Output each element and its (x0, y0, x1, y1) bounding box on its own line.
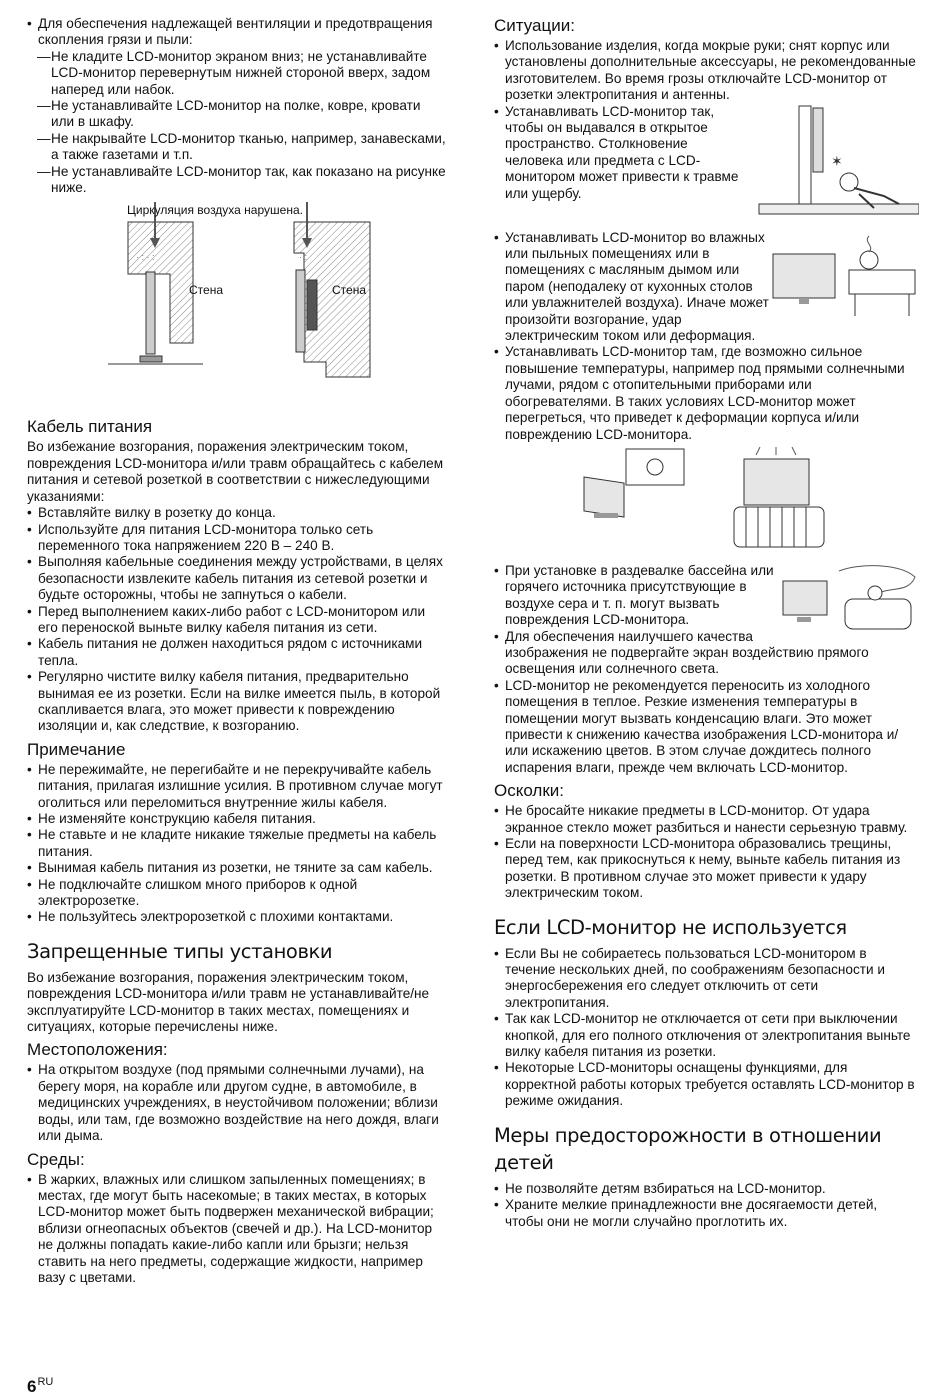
list-item-text: Устанавливать LCD-монитор так, чтобы он выдавался в открытое пространство. Столкновение человека или предмета с LCD-монитором может привести к травме или ущербу. (505, 103, 739, 201)
fragments-list (494, 803, 919, 901)
children-list (494, 1181, 919, 1230)
list-item: — Не кладите LCD-монитор экраном вниз; не устанавливайте LCD-монитор перевернутым нижней стороной вверх, задом наперед или набок. (27, 49, 447, 98)
list-item: • Не позволяйте детям взбираться на LCD-монитор. (494, 1181, 919, 1197)
locations-heading: Местоположения: (27, 1040, 168, 1060)
list-item: • Вставляйте вилку в розетку до конца. (27, 505, 447, 521)
list-item: • Так как LCD-монитор не отключается от сети при выключении кнопкой, для его полного отключения от электропитания выньте вилку кабеля питания из розетки. (494, 1011, 919, 1060)
list-item: • В жарких, влажных или слишком запыленных помещениях; в местах, где могут быть насекомые; в таких местах, в которых LCD-монитор может быть подвержен механической вибрации; вблизи огнеопасных объектов (свечей и др.). На LCD-монитор не должны попадать какие-либо капли или брызги; нельзя ставить на него предметы, содержащие жидкости, например вазу с цветами. (27, 1172, 447, 1287)
list-item: • Не пользуйтесь электророзеткой с плохими контактами. (27, 909, 447, 925)
ventilation-sublist (27, 49, 447, 197)
list-item (494, 104, 919, 224)
list-item: • Не подключайте слишком много приборов к одной электророзетке. (27, 877, 447, 910)
list-item (494, 230, 919, 345)
list-item: • Используйте для питания LCD-монитора только сеть переменного тока напряжением 220 В – 240 В. (27, 522, 447, 555)
environments-heading: Среды: (27, 1149, 85, 1169)
list-item: — Не накрывайте LCD-монитор тканью, например, занавесками, а также газетами и т.п. (27, 131, 447, 164)
power-cable-heading: Кабель питания (27, 417, 153, 437)
unused-heading: Если LCD-монитор не используется (494, 915, 847, 939)
wall-label: Стена (332, 283, 367, 298)
wall-mount-illustration (27, 200, 447, 412)
list-item: — Не устанавливайте LCD-монитор на полке, ковре, кровати или в шкафу. (27, 98, 447, 131)
situations-heading: Ситуации: (494, 16, 575, 35)
svg-text:· :: · : (299, 252, 307, 263)
list-item: • Не ставьте и не кладите никакие тяжелые предметы на кабель питания. (27, 827, 447, 860)
situations-list-continued (494, 563, 919, 776)
collision-illustration (749, 104, 919, 222)
svg-text:✶: • ✶ (831, 152, 843, 169)
list-item: • Кабель питания не должен находиться рядом с источниками тепла. (27, 636, 447, 669)
list-item: • Вынимая кабель питания из розетки, не тяните за сам кабель. (27, 860, 447, 876)
ventilation-list (27, 16, 447, 196)
list-item: • Регулярно чистите вилку кабеля питания, предварительно вынимая ее из розетки. Если на вилке имеется пыль, в которой скапливается влага, это может привести к повреждению изоляции и, как следствие, к возгоранию. (27, 669, 447, 735)
list-item: • Если Вы не собираетесь пользоваться LCD-монитором в течение нескольких дней, по соображениям безопасности и энергосбережения его следует отключить от сети электропитания. (494, 946, 919, 1012)
list-item: • Не бросайте никакие предметы в LCD-монитор. От удара экранное стекло может разбиться и нанести серьезную травму. (494, 803, 919, 836)
ventilation-figure (27, 200, 447, 412)
right-column (494, 16, 919, 1230)
forbidden-intro: Во избежание возгорания, поражения электрическим током, повреждения LCD-монитора и/или травм не устанавливайте/не эксплуатируйте LCD-монитор в таких местах, помещениях и ситуациях, которые перечислены ниже. (27, 969, 430, 1035)
list-item: • Храните мелкие принадлежности вне досягаемости детей, чтобы они не могли случайно проглотить их. (494, 1197, 919, 1230)
list-item: — Не устанавливайте LCD-монитор так, как показано на рисунке ниже. (27, 164, 447, 197)
list-item: • Выполняя кабельные соединения между устройствами, в целях безопасности извлеките кабель питания из сетевой розетки и будьте осторожны, чтобы не запнуться о кабели. (27, 554, 447, 603)
children-heading: Меры предосторожности в отношении детей (494, 1123, 882, 1174)
list-item-text: При установке в раздевалке бассейна или горячего источника присутствующие в воздухе сера и т. п. могут вызвать повреждения LCD-монитора. (505, 562, 774, 628)
wall-label: Стена (189, 283, 224, 298)
list-item: • Не изменяйте конструкцию кабеля питания. (27, 811, 447, 827)
power-cable-list (27, 505, 447, 735)
note-heading: Примечание (27, 739, 126, 759)
power-cable-intro: Во избежание возгорания, поражения электрическим током, повреждения LCD-монитора и/или травм обращайтесь с кабелем питания и сетевой розеткой в соответствии с нижеследующими указаниями: (27, 439, 444, 504)
list-item: • Перед выполнением каких-либо работ с LCD-монитором или его переноской выньте вилку кабеля питания из сети. (27, 604, 447, 637)
svg-text:· : · :: · : · : (136, 252, 155, 263)
list-item: • LCD-монитор не рекомендуется переносить из холодного помещения в теплое. Резкие изменения температуры в помещении могут вызвать конденсацию влаги. Это может привести к снижению качества изображения LCD-монитора и/или искажению цветов. В этом случае дождитесь полного испарения влаги, прежде чем включать LCD-монитор. (494, 678, 919, 776)
list-item (27, 16, 447, 196)
fragments-heading: Осколки: (494, 781, 565, 801)
locations-list (27, 1062, 447, 1144)
page-number (27, 1374, 53, 1395)
note-list (27, 762, 447, 926)
page-number-value: 6 (27, 1377, 37, 1396)
list-item: • Если на поверхности LCD-монитора образовались трещины, перед тем, как прикоснуться к нему, выньте кабель питания из розетки. В противном случае это может привести к удару электрическим током. (494, 836, 919, 902)
situations-list (494, 38, 919, 443)
list-item: • Использование изделия, когда мокрые руки; снят корпус или установлены дополнительные аксессуары, не рекомендованные изготовителем. Во время грозы отключайте LCD-монитор от розетки электропитания и антенны. (494, 38, 919, 104)
language-code: RU (37, 1376, 54, 1388)
list-item: • На открытом воздухе (под прямыми солнечными лучами), на берегу моря, на корабле или другом судне, в автомобиле, в медицинских учреждениях, в неустойчивом положении; вблизи воды, или там, где возможно воздействие на него дождя, влаги или дыма. (27, 1062, 447, 1144)
list-item-text: Устанавливать LCD-монитор во влажных или пыльных помещениях или в помещениях с масляным дымом или паром (неподалеку от кухонных столов или увлажнителей воздуха). Иначе может произойти возгорание, удар электрическим током или деформация. (505, 229, 769, 344)
unused-list (494, 946, 919, 1110)
list-item: • Не пережимайте, не перегибайте и не перекручивайте кабель питания, прилагая излишние усилия. В противном случае могут оголиться или переломиться внутренние жилы кабеля. (27, 762, 447, 811)
heat-sources-illustration (494, 447, 919, 559)
list-item (494, 563, 919, 629)
ventilation-intro: Для обеспечения надлежащей вентиляции и предотвращения скопления грязи и пыли: (38, 16, 433, 48)
figure-caption: Циркуляция воздуха нарушена. (127, 203, 303, 218)
environments-list (27, 1172, 447, 1287)
list-item: • Некоторые LCD-мониторы оснащены функциями, для корректной работы которых требуется оставлять LCD-монитор в режиме ожидания. (494, 1060, 919, 1109)
kitchen-steam-illustration (769, 230, 919, 318)
list-item: • Устанавливать LCD-монитор там, где возможно сильное повышение температуры, например под прямыми солнечными лучами, рядом с отопительными приборами или обогревателями. В таких условиях LCD-монитор может перегреться, что приведет к деформации корпуса и/или повреждению LCD-монитора. (494, 344, 919, 442)
forbidden-heading: Запрещенные типы установки (27, 939, 333, 963)
left-column (27, 16, 447, 1286)
list-item: • Для обеспечения наилучшего качества изображения не подвергайте экран воздействию прямого освещения или солнечного света. (494, 629, 919, 678)
